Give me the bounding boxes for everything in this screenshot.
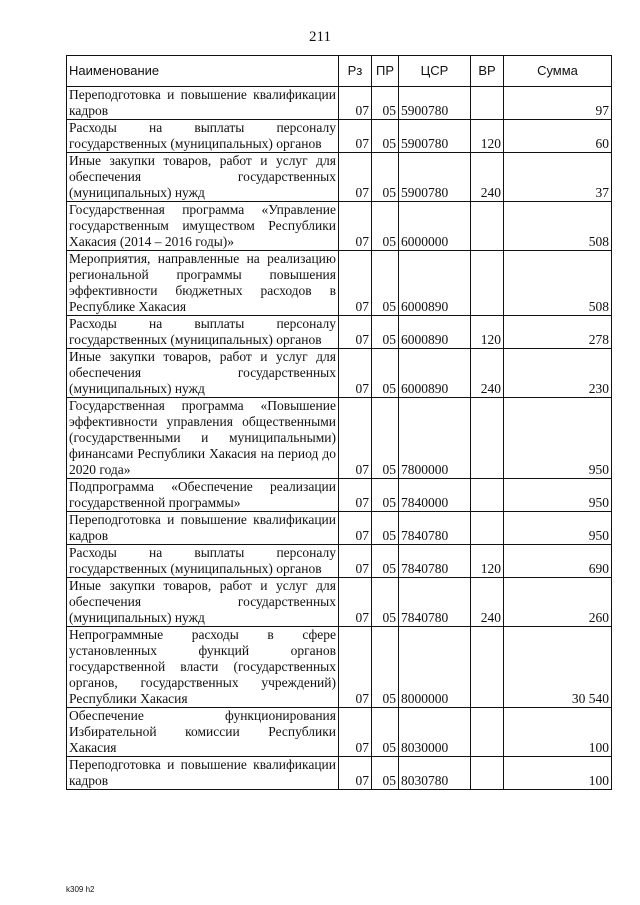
- cell-vr: 240: [471, 578, 504, 627]
- table-row: [67, 120, 612, 153]
- cell-sum: 100: [504, 708, 612, 757]
- header-rz: Рз: [339, 56, 372, 87]
- header-csr: ЦСР: [399, 56, 471, 87]
- cell-csr: 8000000: [399, 627, 471, 708]
- cell-csr: 7840000: [399, 479, 471, 512]
- cell-name: Иные закупки товаров, работ и услуг для обеспечения государственных (муниципальных) нужд: [67, 153, 339, 202]
- cell-sum: 950: [504, 398, 612, 479]
- cell-pr: 05: [372, 251, 399, 316]
- cell-vr: [471, 251, 504, 316]
- cell-csr: 6000000: [399, 202, 471, 251]
- cell-csr: 6000890: [399, 316, 471, 349]
- cell-sum: 950: [504, 479, 612, 512]
- cell-rz: 07: [339, 120, 372, 153]
- cell-name: Непрограммные расходы в сфере установленных функций органов государственной власти (государственных органов, государственных учреждений) Республики Хакасия: [67, 627, 339, 708]
- cell-vr: 120: [471, 120, 504, 153]
- cell-pr: 05: [372, 708, 399, 757]
- cell-name: Государственная программа «Управление государственным имуществом Республики Хакасия (2014 – 2016 годы)»: [67, 202, 339, 251]
- cell-rz: 07: [339, 545, 372, 578]
- cell-csr: 7800000: [399, 398, 471, 479]
- cell-csr: 7840780: [399, 512, 471, 545]
- cell-name: Мероприятия, направленные на реализацию региональной программы повышения эффективности бюджетных расходов в Республике Хакасия: [67, 251, 339, 316]
- cell-vr: [471, 398, 504, 479]
- table-row: [67, 512, 612, 545]
- cell-sum: 37: [504, 153, 612, 202]
- cell-pr: 05: [372, 479, 399, 512]
- cell-vr: [471, 627, 504, 708]
- cell-sum: 97: [504, 87, 612, 120]
- cell-rz: 07: [339, 512, 372, 545]
- cell-vr: 240: [471, 349, 504, 398]
- table-row: [67, 153, 612, 202]
- header-name: Наименование: [67, 56, 339, 87]
- cell-sum: 690: [504, 545, 612, 578]
- cell-vr: 120: [471, 316, 504, 349]
- cell-rz: 07: [339, 316, 372, 349]
- footer-code: k309 h2: [66, 885, 95, 894]
- table-header-row: [67, 56, 612, 87]
- cell-csr: 6000890: [399, 251, 471, 316]
- cell-pr: 05: [372, 627, 399, 708]
- cell-pr: 05: [372, 578, 399, 627]
- header-sum: Сумма: [504, 56, 612, 87]
- table-row: [67, 545, 612, 578]
- cell-sum: 230: [504, 349, 612, 398]
- table-row: [67, 398, 612, 479]
- cell-name: Расходы на выплаты персоналу государственных (муниципальных) органов: [67, 545, 339, 578]
- cell-name: Обеспечение функционирования Избирательной комиссии Республики Хакасия: [67, 708, 339, 757]
- cell-rz: 07: [339, 578, 372, 627]
- cell-rz: 07: [339, 153, 372, 202]
- cell-vr: [471, 757, 504, 790]
- cell-pr: 05: [372, 512, 399, 545]
- cell-sum: 100: [504, 757, 612, 790]
- cell-csr: 6000890: [399, 349, 471, 398]
- cell-rz: 07: [339, 202, 372, 251]
- cell-vr: [471, 87, 504, 120]
- cell-name: Иные закупки товаров, работ и услуг для обеспечения государственных (муниципальных) нужд: [67, 349, 339, 398]
- header-pr: ПР: [372, 56, 399, 87]
- cell-pr: 05: [372, 757, 399, 790]
- table-row: [67, 757, 612, 790]
- table-row: [67, 708, 612, 757]
- cell-name: Подпрограмма «Обеспечение реализации государственной программы»: [67, 479, 339, 512]
- cell-sum: 30 540: [504, 627, 612, 708]
- cell-csr: 8030000: [399, 708, 471, 757]
- cell-pr: 05: [372, 87, 399, 120]
- cell-vr: 120: [471, 545, 504, 578]
- cell-vr: [471, 202, 504, 251]
- cell-rz: 07: [339, 757, 372, 790]
- header-vr: ВР: [471, 56, 504, 87]
- cell-csr: 8030780: [399, 757, 471, 790]
- cell-pr: 05: [372, 202, 399, 251]
- cell-rz: 07: [339, 251, 372, 316]
- cell-sum: 508: [504, 251, 612, 316]
- cell-rz: 07: [339, 398, 372, 479]
- cell-name: Переподготовка и повышение квалификации кадров: [67, 757, 339, 790]
- cell-csr: 7840780: [399, 578, 471, 627]
- table-row: [67, 87, 612, 120]
- table-row: [67, 479, 612, 512]
- page-number: 211: [309, 29, 331, 45]
- cell-csr: 5900780: [399, 120, 471, 153]
- table-row: [67, 316, 612, 349]
- table-row: [67, 627, 612, 708]
- table-row: [67, 578, 612, 627]
- cell-csr: 7840780: [399, 545, 471, 578]
- cell-vr: [471, 512, 504, 545]
- cell-sum: 278: [504, 316, 612, 349]
- cell-rz: 07: [339, 627, 372, 708]
- cell-pr: 05: [372, 545, 399, 578]
- cell-name: Расходы на выплаты персоналу государственных (муниципальных) органов: [67, 120, 339, 153]
- cell-name: Государственная программа «Повышение эффективности управления общественными (государственными и муниципальными) финансами Республики Хакасия на период до 2020 года»: [67, 398, 339, 479]
- cell-rz: 07: [339, 87, 372, 120]
- cell-rz: 07: [339, 349, 372, 398]
- table-row: [67, 349, 612, 398]
- table-row: [67, 202, 612, 251]
- cell-name: Иные закупки товаров, работ и услуг для обеспечения государственных (муниципальных) нужд: [67, 578, 339, 627]
- budget-table: [66, 55, 612, 790]
- cell-pr: 05: [372, 153, 399, 202]
- cell-csr: 5900780: [399, 87, 471, 120]
- cell-name: Переподготовка и повышение квалификации кадров: [67, 512, 339, 545]
- cell-csr: 5900780: [399, 153, 471, 202]
- cell-sum: 60: [504, 120, 612, 153]
- cell-rz: 07: [339, 479, 372, 512]
- cell-rz: 07: [339, 708, 372, 757]
- cell-pr: 05: [372, 316, 399, 349]
- cell-vr: [471, 479, 504, 512]
- cell-sum: 260: [504, 578, 612, 627]
- cell-sum: 508: [504, 202, 612, 251]
- cell-name: Переподготовка и повышение квалификации кадров: [67, 87, 339, 120]
- cell-sum: 950: [504, 512, 612, 545]
- cell-vr: [471, 708, 504, 757]
- cell-pr: 05: [372, 398, 399, 479]
- cell-vr: 240: [471, 153, 504, 202]
- table-row: [67, 251, 612, 316]
- cell-name: Расходы на выплаты персоналу государственных (муниципальных) органов: [67, 316, 339, 349]
- cell-pr: 05: [372, 120, 399, 153]
- cell-pr: 05: [372, 349, 399, 398]
